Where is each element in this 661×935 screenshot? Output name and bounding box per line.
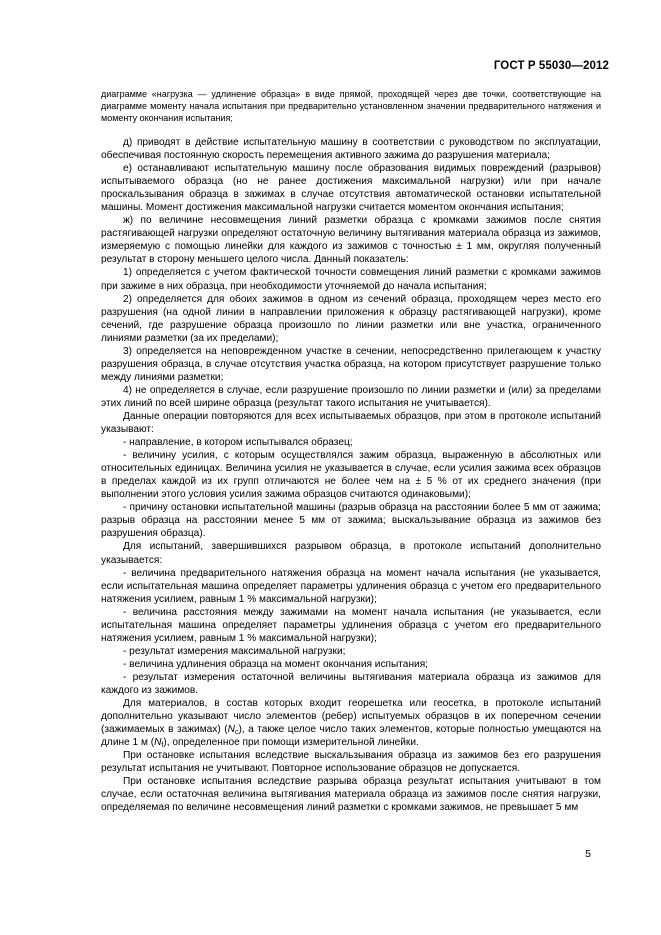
ribs-text-middle: ), а также целое число таких элементов, которые полностью умещаются на длине 1 м ( xyxy=(101,724,601,749)
paragraph: ж) по величине несовмещения линий разметки образца с кромками зажимов после снятия растягивающей нагрузки определяют остаточную величину вытягивания материала образца из зажимов, измеряемую с помощью линейки для каждого из зажимов с точностью ± 1 мм, округляя полученный результат в сторону меньшего целого числа. Данный показатель: xyxy=(101,215,601,266)
paragraph: е) останавливают испытательную машину после образования видимых повреждений (разрывов) испытываемого образца (но не ранее достижения максимальной нагрузки) или при начале проскальзывания образца в зажимах в случае отсутствия автоматической остановки испытательной машины. Момент достижения максимальной нагрузки считается моментом окончания испытания; xyxy=(101,163,601,214)
list-item: - причину остановки испытательной машины (разрыв образца на расстоянии более 5 мм от зажима; разрыв образца на расстоянии менее 5 мм от зажима; выскальзывание образца из зажимов без разрушения образца). xyxy=(101,502,601,540)
list-item: - величина предварительного натяжения образца на момент начала испытания (не указывается, если испытательная машина определяет параметры удлинения образца с учетом его предварительного натяжения усилием, равным 1 % максимальной нагрузки); xyxy=(101,567,601,605)
body-text xyxy=(101,136,601,814)
paragraph: Для испытаний, завершившихся разрывом образца, в протоколе испытаний дополнительно указывается: xyxy=(101,541,601,566)
symbol-n: N xyxy=(154,737,162,749)
intro-text: диаграмме «нагрузка — удлинение образца» в виде прямой, проходящей через две точки, соответствующие на диаграмме моменту начала испытания при предварительно установленном значении предварительного натяжения и моменту окончания испытания; xyxy=(101,89,601,123)
list-item: - результат измерения максимальной нагрузки; xyxy=(123,645,346,657)
paragraph: 2) определяется для обоих зажимов в одном из сечений образца, проходящем через место его разрушения (на одной линии в направлении приложения к образцу растягивающей нагрузки), кроме сечений, где разрушение образца произошло по линии разметки или вне участка, ограниченного линиями разметки (за их пределами); xyxy=(101,293,601,344)
document-number: ГОСТ Р 55030—2012 xyxy=(493,60,609,72)
list-item: - величину усилия, с которым осуществлялся зажим образца, выраженную в абсолютных или относительных единицах. Величина усилия не указывается в случае, если усилия зажима всех образцов в пределах каждой из их групп отличаются не более чем на ± 5 % от их среднего значения (при выполнении этого условия усилия зажима образцов считаются одинаковыми); xyxy=(101,450,601,501)
subscript-f: f xyxy=(161,742,164,750)
symbol-n: N xyxy=(227,724,235,736)
paragraph: При остановке испытания вследствие выскальзывания образца из зажимов без его разрушения результат испытания не учитывают. Повторное использование образцов не допускается. xyxy=(101,750,601,775)
ribs-paragraph xyxy=(101,697,601,749)
list-item: - величина удлинения образца на момент окончания испытания; xyxy=(123,658,428,670)
paragraph: При остановке испытания вследствие разрыва образца результат испытания учитывают в том случае, если остаточная величина вытягивания материала образца из зажимов после снятия нагрузки, определяемая по величине несовмещения линий разметки с кромками зажимов, не превышает 5 мм xyxy=(101,776,601,814)
paragraph: д) приводят в действие испытательную машину в соответствии с руководством по эксплуатации, обеспечивая постоянную скорость перемещения активного зажима до разрушения материала; xyxy=(101,137,601,162)
paragraph: Данные операции повторяются для всех испытываемых образцов, при этом в протоколе испытаний указывают: xyxy=(101,410,601,436)
list-item: - величина расстояния между зажимами на момент начала испытания (не указывается, если испытательная машина определяет параметры удлинения образца с учетом его предварительного натяжения усилием, равным 1 % максимальной нагрузки); xyxy=(101,606,601,644)
ribs-text-after: ), определенное при помощи измерительной линейки. xyxy=(163,737,419,749)
list-item: - направление, в котором испытывался образец; xyxy=(123,437,353,449)
subscript-c: c xyxy=(234,729,239,737)
paragraph: 1) определяется с учетом фактической точности совмещения линий разметки с кромками зажимов при зажиме в них образца, при необходимости уточняемой до начала испытания; xyxy=(101,267,601,292)
paragraph: 3) определяется на неповрежденном участке в сечении, непосредственно прилегающем к участку разрушения образца, в случае отсутствия участка образца, на котором присутствует разрушение только между линиями разметки; xyxy=(101,345,601,383)
ribs-text-before: Для материалов, в состав которых входит георешетка или геосетка, в протоколе испытаний дополнительно указывают число элементов (ребер) испытуемых образцов в их поперечном сечении (зажимаемых в зажимах) ( xyxy=(101,698,601,736)
list-item: - результат измерения остаточной величины вытягивания материала образца из зажимов для каждого из зажимов. xyxy=(101,671,601,696)
paragraph: 4) не определяется в случае, если разрушение произошло по линии разметки и (или) за пределами этих линий по всей ширине образца (результат такого испытания не учитывается). xyxy=(101,384,601,409)
page-number: 5 xyxy=(585,848,591,860)
